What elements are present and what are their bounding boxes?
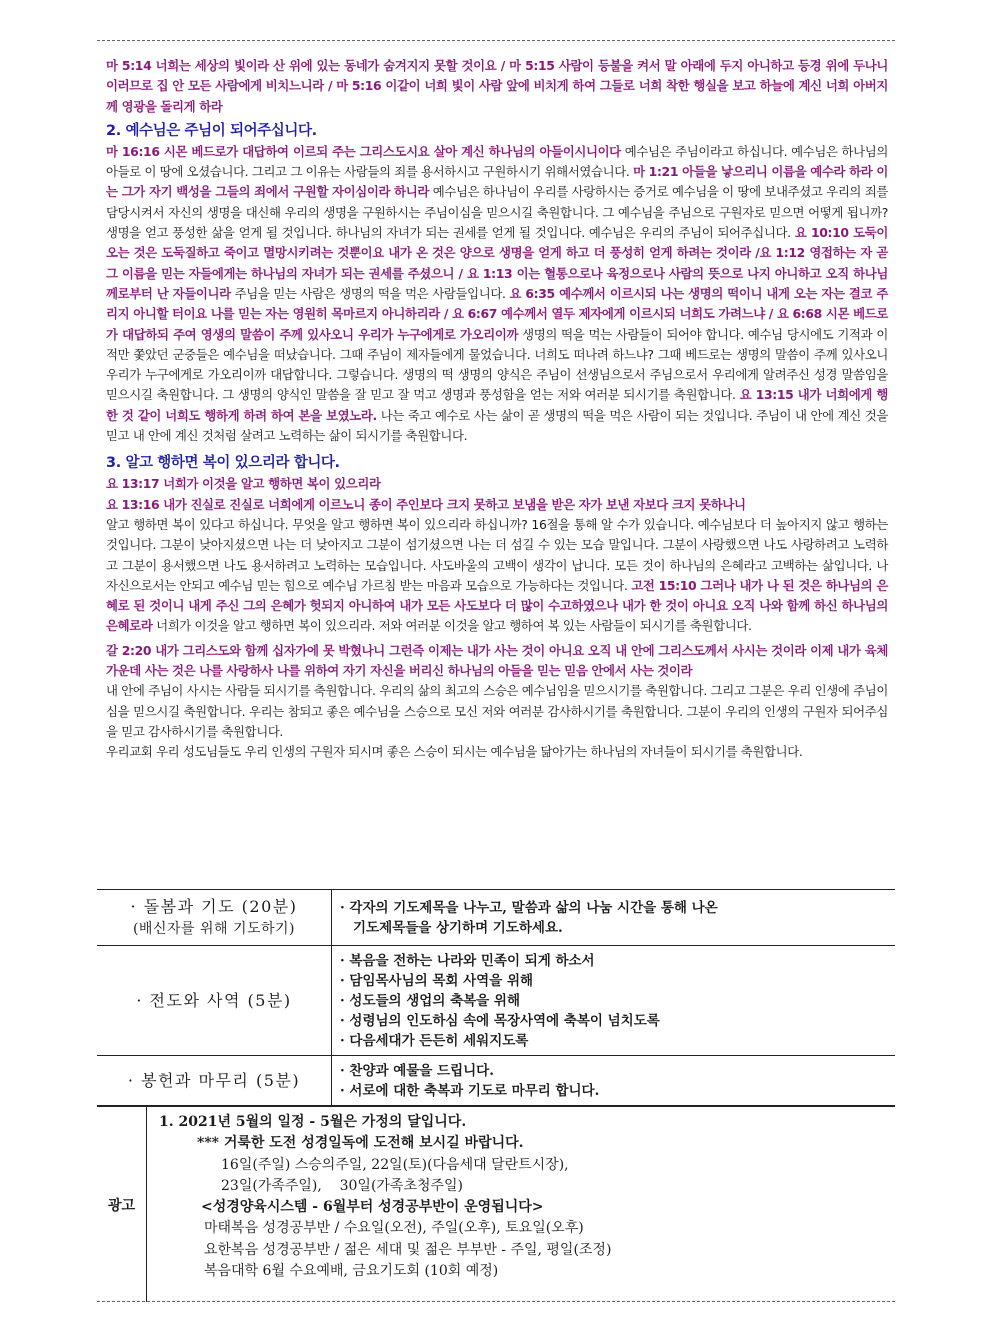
announcement-line: 16일(주일) 스승의주일, 22일(토)(다음세대 달란트시장), bbox=[221, 1156, 569, 1173]
order-line: · 복음을 전하는 나라와 민족이 되게 하소서 bbox=[340, 952, 595, 969]
verse-jn10-10: 요 10:10 도둑이 오는 것은 도둑질하고 죽이고 멸망시키려는 것뿐이요 내가 온 것은 양으로 생명을 얻게 하고 더 풍성히 얻게 하려는 것이라 /요 1:12 영접하는 자 곧 그 이름을 믿는 자들에게는 하나님의 자녀가 되는 권세를 주셨으니 / 요 1:13 이는 혈통으로나 육정으로나 사람의 뜻으로 나지 아니하고 오직 하나님께로부터 난 자들이니라 bbox=[106, 225, 888, 301]
order-row-offering bbox=[97, 1056, 895, 1106]
order-line: · 성령님의 인도하심 속에 목장사역에 축복이 넘치도록 bbox=[340, 1012, 660, 1029]
sermon-text: 예수님은 주님이라고 하십니다. 예수님은 하나님의 아들로 이 땅에 오셨습니다. 그리고 그 이유는 사람들의 죄를 용서하시고 구원하시기 위해서였습니다. bbox=[106, 143, 888, 180]
announcements bbox=[97, 1106, 895, 1302]
sermon-text: 나는 죽고 예수로 사는 삶이 곧 생명의 떡을 먹은 사람이 되는 것입니다. 주님이 내 안에 계신 것을 믿고 내 안에 계신 것처럼 살려고 노력하는 삶이 되시기를 축원합니다. bbox=[106, 407, 888, 444]
order-line: · 각자의 기도제목을 나누고, 말씀과 삶의 나눔 시간을 통해 나온 bbox=[340, 899, 718, 916]
announcement-line: 복음대학 6월 수요예배, 금요기도회 (10회 예정) bbox=[204, 1263, 499, 1280]
verse-jn13-15: 요 13:15 내가 너희에게 행한 것 같이 너희도 행하게 하려 하여 본을 보였노라. bbox=[106, 387, 888, 423]
order-title: · 전도와 사역 (5분) bbox=[136, 991, 292, 1010]
order-title: · 돌봄과 기도 (20분) bbox=[130, 896, 298, 916]
sermon-text: 알고 행하면 복이 있다고 하십니다. 무엇을 알고 행하면 복이 있으리라 하십니까? 16절을 통해 알 수가 있습니다. 예수님보다 더 높아지지 않고 행하는 것입니다. 그분이 낮아지셨으면 나는 더 낮아지고 그분이 섬기셨으면 나는 더 섬길 수 있는 모습 말입니다. 그분이 사랑했으면 나도 사랑하려고 노력하고 그분이 용서했으면 나도 용서하려고 노력하는 모습입니다. 사도바울의 고백이 생각이 납니다. 모든 것이 하나님의 은혜라고 고백하는 삶입니다. 나 자신으로서는 안되고 예수님 믿는 힘으로 예수님 가르침 받는 마음과 모습으로 가능하다는 것입니다. bbox=[106, 516, 888, 593]
meeting-order-table bbox=[97, 889, 895, 1106]
order-line: · 다음세대가 든든히 세워지도록 bbox=[340, 1032, 529, 1049]
verse-jn13-16: 요 13:16 내가 진실로 진실로 너희에게 이르노니 종이 주인보다 크지 못하고 보냄을 받은 자가 보낸 자보다 크지 못하나니 bbox=[106, 496, 746, 512]
order-line: · 서로에 대한 축복과 기도로 마무리 합니다. bbox=[340, 1082, 600, 1099]
sermon-text: 생명의 떡을 먹는 사람들이 되어야 합니다. 예수님 당시에도 기적과 이적만 쫓았던 군중들은 예수님을 떠났습니다. 그때 주님이 제자들에게 물었습니다. 너희도 떠나려 하느냐? 그때 베드로는 생명의 말씀이 주께 있사오니 우리가 누구에게로 가오리이까 대답합니다. 그렇습니다. 생명의 떡 생명의 양식은 주님이 선생님으로서 주님으로서 우리에게 알려주신 성경 말씀임을 믿으시길 축원합니다. 그 생명의 양식인 말씀을 잘 믿고 잘 먹고 생명과 풍성함을 얻는 저와 여러분 되시기를 축원합니다. bbox=[106, 326, 888, 403]
section1-verses: 마 5:14 너희는 세상의 빛이라 산 위에 있는 동네가 숨겨지지 못할 것이요 / 마 5:15 사람이 등불을 켜서 말 아래에 두지 아니하고 등경 위에 두나니 이러므로 집 안 모든 사람에게 비치느니라 / 마 5:16 이같이 너희 빛이 사람 앞에 비치게 하여 그들로 너희 착한 행실을 보고 하늘에 계신 너희 아버지께 영광을 돌리게 하라 bbox=[106, 58, 888, 114]
verse-jn6-35: 요 6:35 예수께서 이르시되 나는 생명의 떡이니 내게 오는 자는 결코 주리지 아니할 터이요 나를 믿는 자는 영원히 목마르지 아니하리라 / 요 6:67 예수께서 열두 제자에게 이르시되 너희도 가려느냐 / 요 6:68 시몬 베드로가 대답하되 주여 영생의 말씀이 주께 있사오니 우리가 누구에게로 가오리이까 bbox=[106, 285, 888, 342]
order-line: · 찬양과 예물을 드립니다. bbox=[340, 1062, 494, 1079]
order-content-cell bbox=[332, 890, 896, 946]
closing-paragraph: 내 안에 주님이 사시는 사람들 되시기를 축원합니다. 우리의 삶의 최고의 스승은 예수님임을 믿으시기를 축원합니다. 그리고 그분은 우리 인생에 주님이심을 믿으시길 축원합니다. 우리는 참되고 좋은 예수님을 스승으로 모신 저와 여러분 감사하시기를 축원합니다. 그분이 우리의 인생의 구원자 되어주심을 믿고 감사하시기를 축원합니다. bbox=[106, 683, 888, 739]
announcement-line: *** 거룩한 도전 성경일독에 도전해 보시길 바랍니다. bbox=[197, 1135, 524, 1152]
section2-paragraph bbox=[106, 142, 888, 446]
verse-mt1-21: 마 1:21 아들을 낳으리니 이름을 예수라 하라 이는 그가 자기 백성을 그들의 죄에서 구원할 자이심이라 하니라 bbox=[106, 164, 888, 200]
order-line: 기도제목들을 상기하며 기도하세요. bbox=[353, 919, 563, 936]
sermon-text: 주님을 믿는 사람은 생명의 떡을 먹은 사람들입니다. bbox=[230, 285, 510, 301]
announcement-line: 요한복음 성경공부반 / 젊은 세대 및 젊은 부부반 - 주일, 평일(조정) bbox=[204, 1241, 612, 1258]
top-divider bbox=[97, 40, 895, 41]
order-row-prayer bbox=[97, 890, 895, 946]
order-subtitle: (배신자를 위해 기도하기) bbox=[132, 920, 296, 937]
verse-gal2-20: 갈 2:20 내가 그리스도와 함께 십자가에 못 박혔나니 그런즉 이제는 내가 사는 것이 아니요 오직 내 안에 그리스도께서 사시는 것이라 이제 내가 육체 가운데 사는 것은 나를 사랑하사 나를 위하여 자기 자신을 버리신 하나님의 아들을 믿는 믿음 안에서 사는 것이라 bbox=[106, 642, 888, 679]
order-title-cell bbox=[97, 946, 332, 1056]
sermon-body bbox=[106, 56, 888, 763]
announcements-body bbox=[159, 1112, 611, 1282]
order-line: · 성도들의 생업의 축복을 위해 bbox=[340, 992, 520, 1009]
order-content-cell bbox=[332, 946, 896, 1056]
closing-paragraph-2: 우리교회 우리 성도님들도 우리 인생의 구원자 되시며 좋은 스승이 되시는 예수님을 닮아가는 하나님의 자녀들이 되시기를 축원합니다. bbox=[106, 744, 803, 760]
order-title-cell bbox=[97, 1056, 332, 1106]
sermon-text: 예수님은 하나님이 우리를 사랑하시는 증거로 예수님을 이 땅에 보내주셨고 우리의 죄를 담당시켜서 자신의 생명을 대신해 우리의 생명을 구원하시는 주님이심을 믿으시길 축원합니다. 그 예수님을 주님으로 구원자로 믿으면 어떻게 됩니까? 생명을 얻고 풍성한 삶을 얻게 될 것입니다. 하나님의 자녀가 되는 권세를 얻게 될 것입니다. 예수님은 우리의 주님이 되어주십니다. bbox=[106, 184, 888, 241]
announcement-line: <성경양육시스템 - 6월부터 성경공부반이 운영됩니다> bbox=[201, 1199, 544, 1216]
section2-heading: 2. 예수님은 주님이 되어주십니다. bbox=[106, 122, 317, 139]
order-title: · 봉헌과 마무리 (5분) bbox=[127, 1071, 301, 1090]
verse-1co15-10: 고전 15:10 그러나 내가 나 된 것은 하나님의 은혜로 된 것이니 내게 주신 그의 은혜가 헛되지 아니하여 내가 모든 사도보다 더 많이 수고하였으나 내가 한 것이 아니요 오직 나와 함께 하신 하나님의 은혜로라 bbox=[106, 577, 889, 634]
announcements-label: 광고 bbox=[97, 1107, 147, 1302]
announcement-line: 1. 2021년 5월의 일정 - 5월은 가정의 달입니다. bbox=[159, 1114, 467, 1130]
section3-paragraph bbox=[106, 515, 888, 637]
verse-mt16-16: 마 16:16 시몬 베드로가 대답하여 이르되 주는 그리스도시요 살아 계신 하나님의 아들이시니이다 bbox=[106, 143, 621, 159]
order-line: · 담임목사님의 목회 사역을 위해 bbox=[340, 972, 534, 989]
section3-heading: 3. 알고 행하면 복이 있으리라 합니다. bbox=[106, 455, 340, 472]
sermon-text: 너희가 이것을 알고 행하면 복이 있으리라. 저와 여러분 이것을 알고 행하여 복 있는 사람들이 되시기를 축원합니다. bbox=[152, 618, 752, 634]
verse-jn13-17: 요 13:17 너희가 이것을 알고 행하면 복이 있으리라 bbox=[106, 476, 381, 492]
order-title-cell bbox=[97, 890, 332, 946]
announcement-line: 23일(가족주일), 30일(가족초청주일) bbox=[221, 1177, 464, 1194]
announcement-line: 마태복음 성경공부반 / 수요일(오전), 주일(오후), 토요일(오후) bbox=[204, 1220, 584, 1237]
order-row-mission bbox=[97, 946, 895, 1056]
order-content-cell bbox=[332, 1056, 896, 1106]
bottom-divider bbox=[97, 1301, 895, 1302]
